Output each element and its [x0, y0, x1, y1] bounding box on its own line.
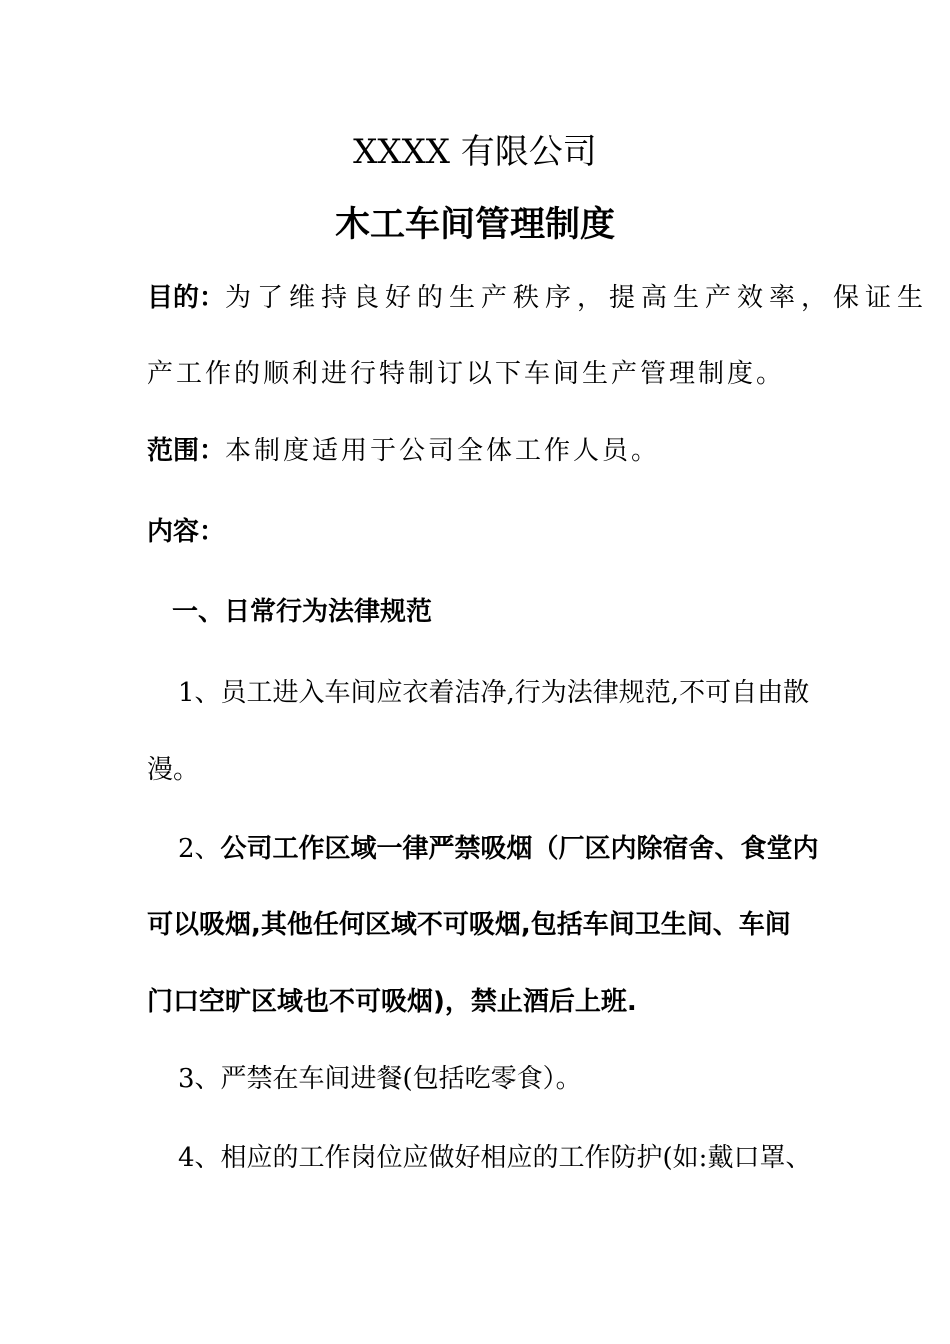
section-1-heading: 一、日常行为法律规范 — [172, 597, 433, 627]
content-label: 内容： — [147, 517, 226, 547]
purpose-line-2 — [147, 357, 785, 391]
document-title: 木工车间管理制度 — [334, 205, 615, 245]
purpose-text-1: 为了维持良好的生产秩序，提高生产效率，保证生 — [225, 283, 930, 313]
item-4-line-1: 4、相应的工作岗位应做好相应的工作防护(如:戴口罩、 — [178, 1143, 812, 1173]
purpose-text-2: 产工作的顺利进行特制订以下车间生产管理制度。 — [147, 359, 786, 389]
item-1-line-1: 1、员工进入车间应衣着洁净,行为法律规范,不可自由散 — [178, 678, 810, 708]
item-2-line-3: 门口空旷区域也不可吸烟)，禁止酒后上班. — [147, 987, 637, 1017]
company-name: XXXX 有限公司 — [353, 132, 597, 172]
scope-text: 本制度适用于公司全体工作人员。 — [225, 436, 661, 466]
purpose-line-1 — [147, 281, 930, 315]
item-2-text-1: 公司工作区域一律严禁吸烟（厂区内除宿舍、食堂内 — [220, 834, 819, 864]
item-2-line-1 — [178, 832, 819, 866]
item-2-line-2: 可以吸烟,其他任何区域不可吸烟,包括车间卫生间、车间 — [147, 910, 791, 940]
scope-line — [147, 434, 660, 468]
item-3: 3、严禁在车间进餐(包括吃零食）。 — [178, 1064, 582, 1094]
purpose-label: 目的： — [147, 283, 226, 313]
item-1-line-2: 漫。 — [147, 755, 200, 785]
item-2-number: 2、 — [178, 834, 221, 864]
scope-label: 范围： — [147, 436, 226, 466]
